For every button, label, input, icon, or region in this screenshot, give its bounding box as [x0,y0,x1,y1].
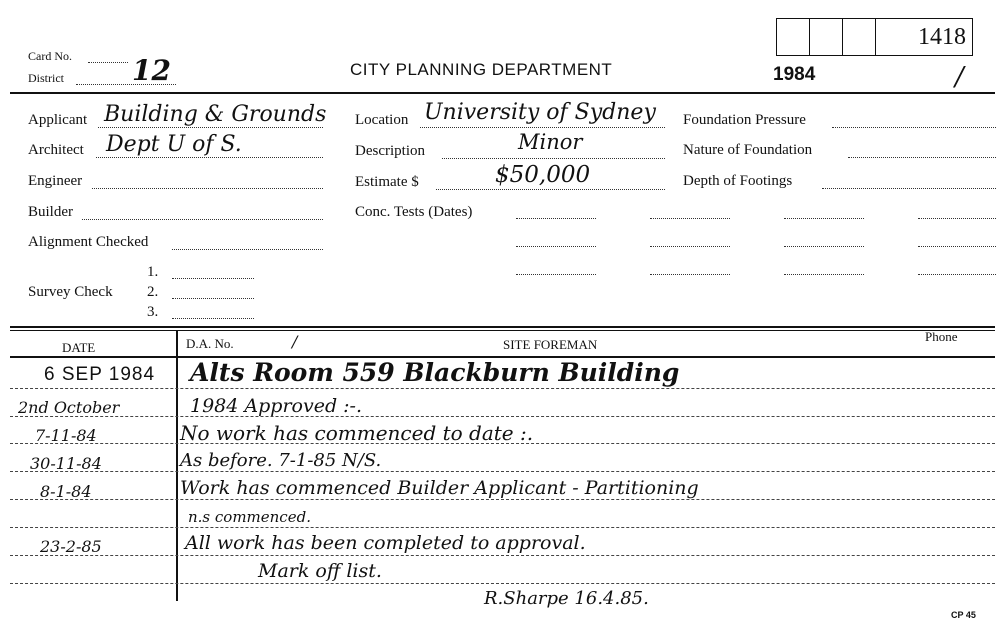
test-date-line [650,274,730,275]
log-entry-text: Alts Room 559 Blackburn Building [190,358,680,387]
location-value: University of Sydney [424,100,656,125]
log-row-rule [10,527,995,528]
date-column-divider [176,331,178,601]
da-no-value: / [292,332,298,351]
signature: R.Sharpe 16.4.85. [484,588,649,609]
builder-line [82,219,323,220]
engineer-line [92,188,323,189]
log-entry-text: Mark off list. [258,560,382,582]
test-date-line [516,274,596,275]
number-box-cell [777,19,810,55]
conc-tests-label: Conc. Tests (Dates) [355,204,473,220]
survey-number-3: 3. [147,304,159,320]
da-no-header: D.A. No. [186,336,234,351]
alignment-checked-label: Alignment Checked [28,234,149,250]
location-label: Location [355,112,409,128]
site-foreman-header: SITE FOREMAN [503,337,598,352]
foundation-pressure-label: Foundation Pressure [683,112,806,128]
alignment-line [172,249,323,250]
builder-label: Builder [28,204,73,220]
log-top-rule [10,326,995,328]
log-row-rule [10,416,995,417]
applicant-label: Applicant [28,112,88,128]
nature-of-foundation-label: Nature of Foundation [683,142,813,158]
survey-line-2 [172,298,254,299]
test-date-line [918,274,996,275]
district-label: District [28,71,64,85]
log-row-rule [10,471,995,472]
architect-line [96,157,323,158]
test-date-line [918,246,996,247]
survey-number-2: 2. [147,284,159,300]
description-line [442,158,665,159]
form-code: CP 45 [951,610,976,620]
test-date-line [918,218,996,219]
card-number-boxes [776,18,973,56]
log-entry-date: 30-11-84 [30,454,102,473]
survey-number-1: 1. [147,264,159,280]
log-row-rule [10,388,995,389]
card-no-label: Card No. [28,49,72,63]
year: 1984 [773,64,816,85]
test-date-line [784,218,864,219]
log-entry-date: 7-11-84 [35,426,97,445]
test-date-line [784,246,864,247]
page-title: CITY PLANNING DEPARTMENT [350,60,613,79]
nature-foundation-line [848,157,996,158]
log-row-rule [10,499,995,500]
survey-line-3 [172,318,254,319]
number-box-cell [810,19,843,55]
card-no-value: 12 [132,54,171,87]
header-divider [10,92,995,94]
number-box-cell [843,19,876,55]
test-date-line [650,218,730,219]
location-line [420,127,665,128]
card-number: 1418 [918,23,966,50]
depth-footings-line [822,188,996,189]
architect-label: Architect [28,142,84,158]
log-entry-text: As before. 7-1-85 N/S. [180,450,382,471]
estimate-label: Estimate $ [355,174,419,190]
date-column-header: DATE [62,340,96,355]
log-entry-date: 2nd October [18,398,120,417]
phone-header: Phone [925,329,958,344]
survey-line-1 [172,278,254,279]
description-value: Minor [518,130,583,154]
log-entry-text: Work has commenced Builder Applicant - Partitioning [180,477,699,499]
applicant-value: Building & Grounds [104,102,327,127]
estimate-value: $50,000 [495,162,591,188]
log-row-rule [10,583,995,584]
log-top-rule-thin [10,330,995,331]
foundation-pressure-line [832,127,996,128]
tick-mark: / [955,62,964,92]
applicant-line [98,127,323,128]
log-entry-text: 1984 Approved :-. [190,395,363,417]
architect-value: Dept U of S. [106,132,242,157]
test-date-line [516,246,596,247]
test-date-line [516,218,596,219]
log-entry-date: 23-2-85 [40,537,102,556]
log-entry-text: All work has been completed to approval. [185,532,586,554]
log-entry-text: No work has commenced to date :. [180,421,534,445]
test-date-line [784,274,864,275]
engineer-label: Engineer [28,173,83,189]
survey-check-label: Survey Check [28,284,113,300]
description-label: Description [355,143,425,159]
test-date-line [650,246,730,247]
card-no-line [88,62,128,63]
log-row-rule [10,555,995,556]
log-entry-date: 6 SEP 1984 [44,364,156,385]
estimate-line [436,189,665,190]
log-entry-text: n.s commenced. [188,508,311,526]
log-entry-date: 8-1-84 [40,482,92,501]
depth-of-footings-label: Depth of Footings [683,173,793,189]
